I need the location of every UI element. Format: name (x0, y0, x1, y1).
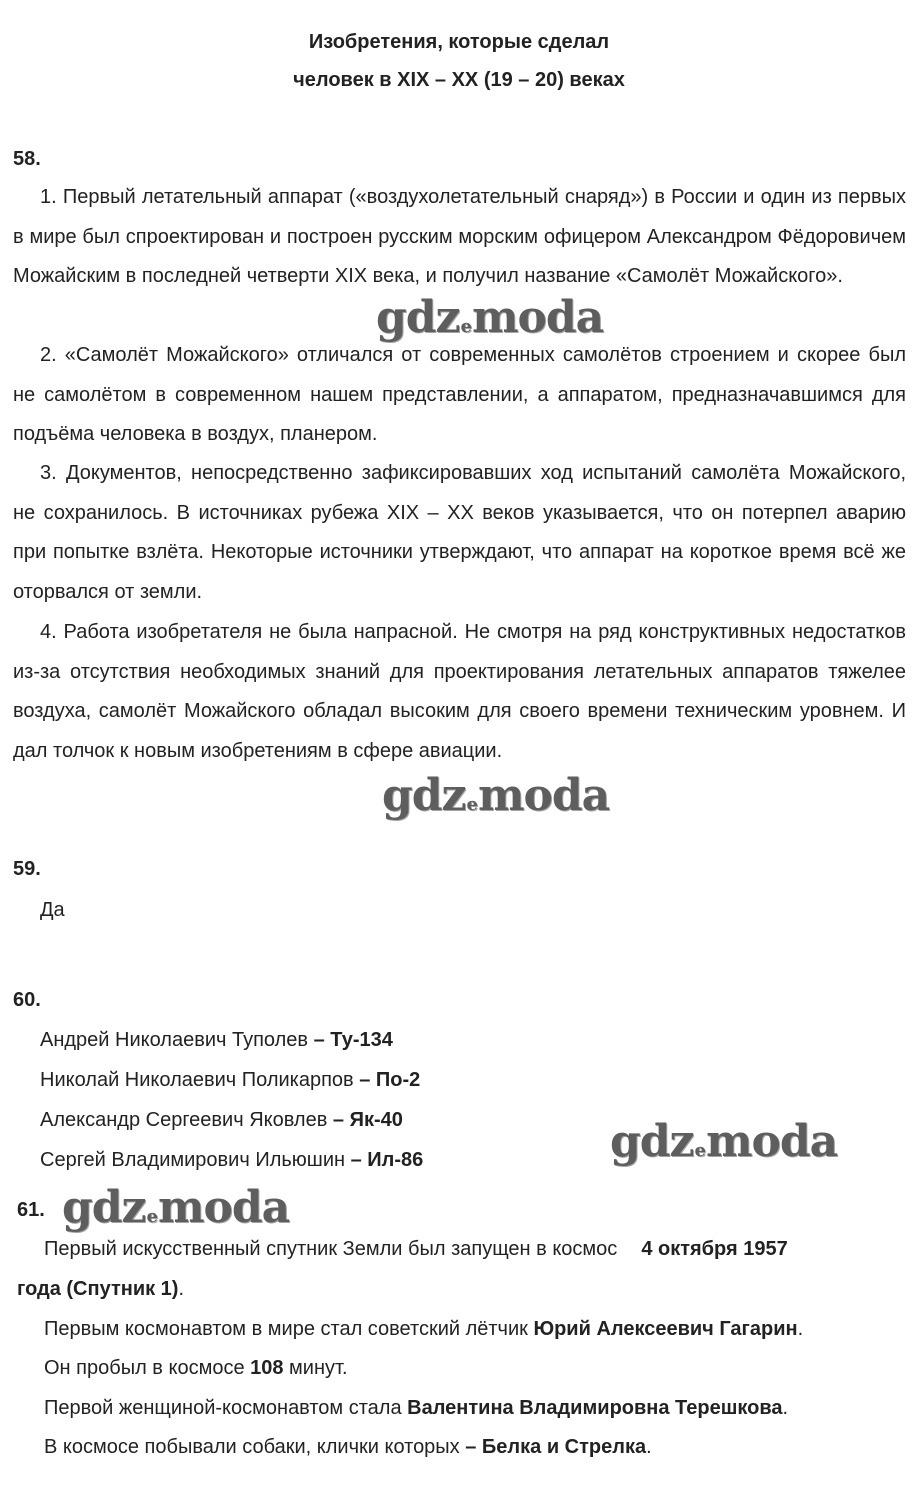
female-cosmonaut-name: Валентина Владимировна Терешкова (407, 1397, 783, 1419)
page-title-line-2: человек в XIX – XX (19 – 20) веках (293, 69, 625, 91)
dash: – (353, 1069, 376, 1091)
watermark-dot: e (694, 1140, 705, 1161)
list-item (40, 1148, 423, 1172)
question-58-paragraph-3: 3. Документов, непосредственно зафиксировавших ход испытаний самолёта Можайского, не сохранилось. В источниках рубежа XIX – XX веков указывается, что он потерпел аварию при попытке взлёта. Некоторые источники утверждают, что аппарат на короткое время всё же оторвался от земли. (13, 462, 906, 603)
aircraft-model (345, 1149, 423, 1171)
aircraft-model-label: Ту-134 (330, 1029, 393, 1051)
watermark-text: gdz (382, 770, 466, 821)
text: . (797, 1318, 804, 1340)
aircraft-model (308, 1029, 393, 1051)
text: Первой женщиной-космонавтом стала (44, 1397, 408, 1419)
aircraft-model-label: Як-40 (349, 1109, 403, 1131)
dash: – (308, 1029, 331, 1051)
text: Первый искусственный спутник Земли был запущен в космос (44, 1238, 618, 1260)
aircraft-model-label: Ил-86 (367, 1149, 424, 1171)
text: Он пробыл в космосе (44, 1357, 251, 1379)
watermark-text: moda (471, 292, 604, 343)
watermark-text: gdz (62, 1182, 146, 1233)
flight-minutes: 108 (250, 1357, 284, 1379)
text: . (178, 1278, 185, 1300)
watermark-logo (610, 1117, 837, 1176)
watermark-logo (376, 293, 603, 352)
question-61-number: 61. (17, 1199, 45, 1221)
question-59-answer: Да (40, 899, 65, 921)
question-61-line-4 (44, 1356, 348, 1380)
question-61-line-3 (44, 1317, 803, 1341)
aircraft-model-label: По-2 (375, 1069, 421, 1091)
list-item (40, 1108, 403, 1132)
page-title-line-1: Изобретения, которые сделал (308, 31, 610, 53)
list-item (40, 1068, 420, 1092)
question-59-number: 59. (13, 858, 41, 880)
cosmonaut-name: Юрий Алексеевич Гагарин (533, 1318, 798, 1340)
watermark-logo (62, 1183, 289, 1242)
aircraft-model (354, 1069, 421, 1091)
question-60-number: 60. (13, 989, 41, 1011)
dog-names: – Белка и Стрелка (465, 1436, 647, 1458)
text: . (782, 1397, 789, 1419)
dash: – (327, 1109, 350, 1131)
question-58-paragraph-2: 2. «Самолёт Можайского» отличался от современных самолётов строением и скорее был не самолётом в современном нашем представлении, а аппаратом, предназначавшимся для подъёма человека в воздух, планером. (13, 344, 906, 445)
watermark-text: gdz (610, 1116, 694, 1167)
aircraft-model (327, 1109, 403, 1131)
satellite-name: года (Спутник 1) (17, 1278, 179, 1300)
watermark-dot: e (460, 316, 471, 337)
dash: – (345, 1149, 368, 1171)
watermark-dot: e (146, 1206, 157, 1227)
watermark-text: gdz (376, 292, 460, 343)
question-61-line-2 (17, 1277, 184, 1301)
launch-date: 4 октября 1957 (641, 1238, 788, 1260)
text: В космосе побывали собаки, клички которых (44, 1436, 466, 1458)
question-61-line-5 (44, 1396, 788, 1420)
text: . (646, 1436, 652, 1458)
designer-name: Сергей Владимирович Ильюшин (40, 1149, 346, 1171)
watermark-text: moda (477, 770, 610, 821)
text: Первым космонавтом в мире стал советский лётчик (44, 1318, 534, 1340)
list-item (40, 1028, 393, 1052)
watermark-dot: e (466, 794, 477, 815)
question-58-number: 58. (13, 148, 41, 170)
watermark-text: moda (157, 1182, 290, 1233)
watermark-logo (382, 771, 609, 830)
question-58-paragraph-1: 1. Первый летательный аппарат («воздухолетательный снаряд») в России и один из первых в мире был спроектирован и построен русским морским офицером Александром Фёдоровичем Можайским в последней четверти XIX века, и получил название «Самолёт Можайского». (13, 186, 906, 287)
text: минут. (283, 1357, 348, 1379)
question-58-paragraph-4: 4. Работа изобретателя не была напрасной. Не смотря на ряд конструктивных недостатков из-за отсутствия необходимых знаний для проектирования летательных аппаратов тяжелее воздуха, самолёт Можайского обладал высоким для своего времени техническим уровнем. И дал толчок к новым изобретениям в сфере авиации. (13, 621, 906, 762)
designer-name: Андрей Николаевич Туполев (40, 1029, 309, 1051)
designer-name: Александр Сергеевич Яковлев (40, 1109, 328, 1131)
question-61-line-6 (44, 1435, 652, 1459)
designer-name: Николай Николаевич Поликарпов (40, 1069, 354, 1091)
watermark-text: moda (705, 1116, 838, 1167)
